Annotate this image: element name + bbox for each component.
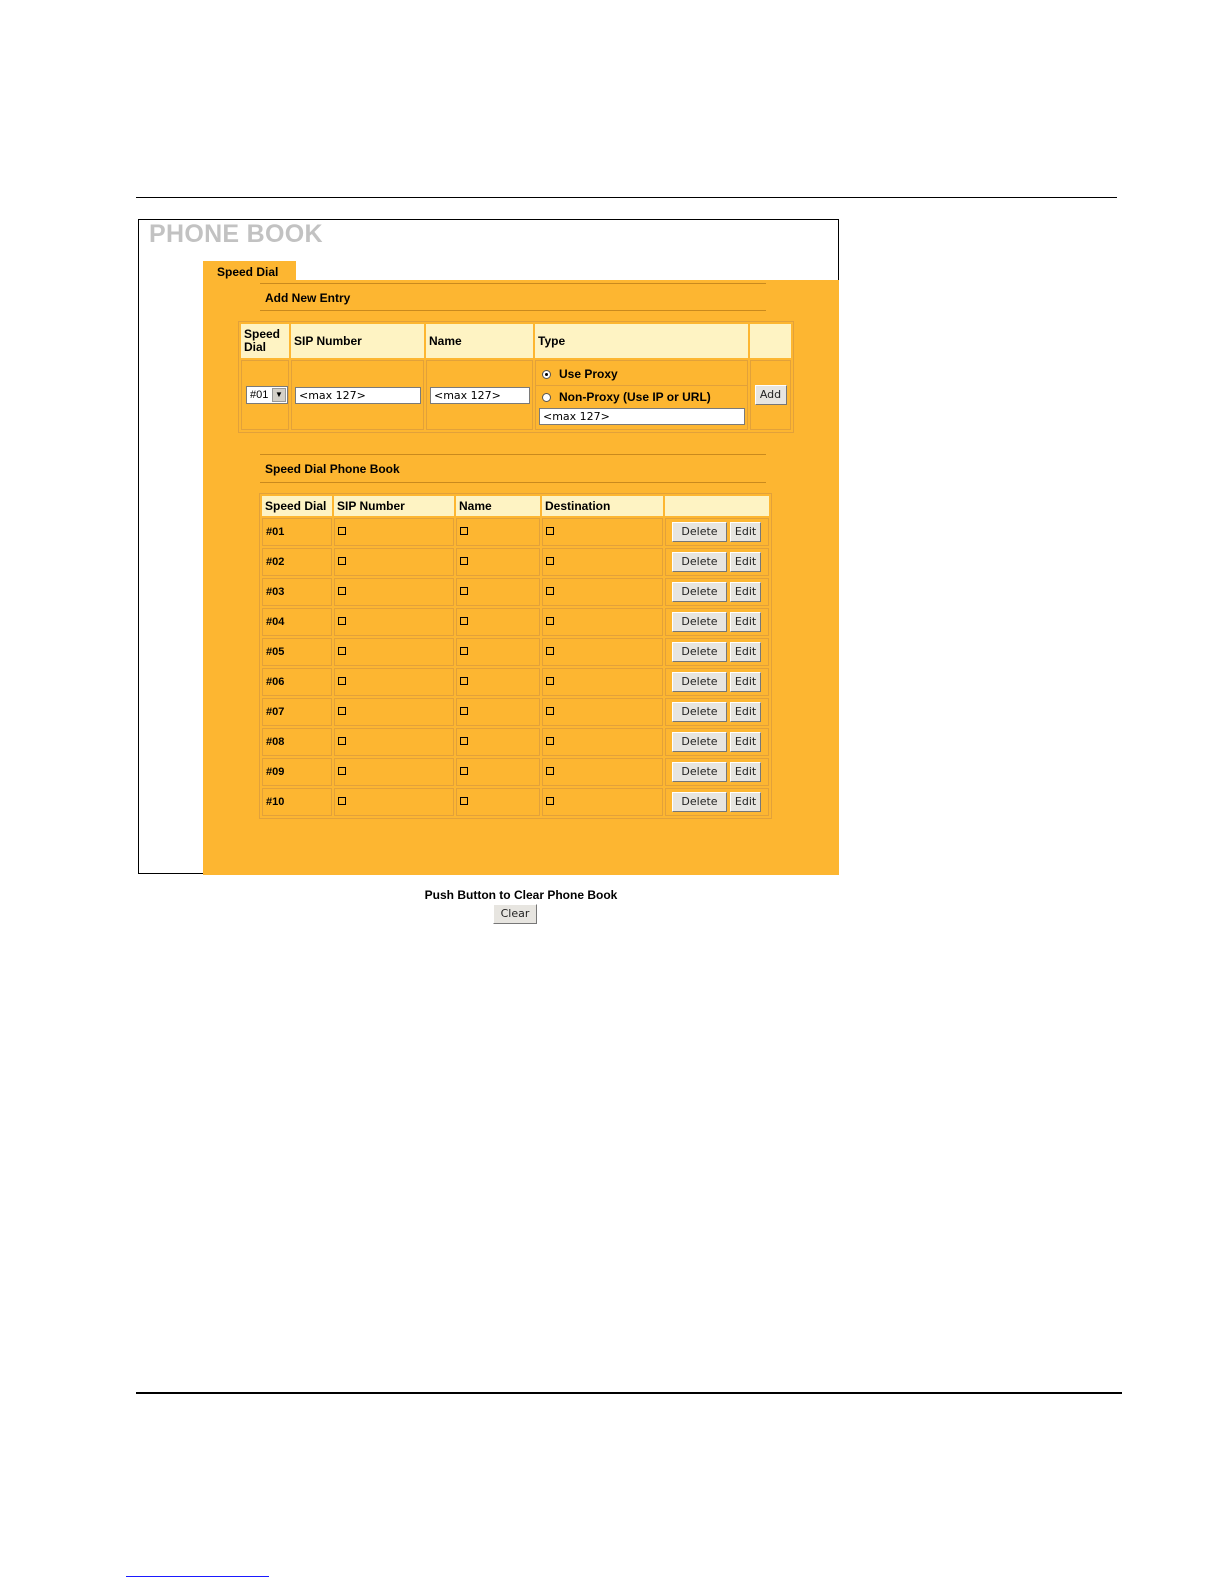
- sip-number-cell: [334, 608, 454, 636]
- delete-button[interactable]: Delete: [672, 702, 727, 722]
- add-entry-table: [238, 321, 794, 433]
- header-destination: Destination: [542, 496, 663, 516]
- name-cell: [456, 668, 540, 696]
- table-row: [262, 578, 769, 606]
- sip-number-cell: [334, 518, 454, 546]
- empty-value-icon: [546, 737, 554, 745]
- sip-number-input[interactable]: [295, 387, 421, 404]
- chevron-down-icon[interactable]: ▼: [272, 388, 286, 402]
- non-proxy-address-input[interactable]: [539, 408, 745, 425]
- destination-cell: [542, 788, 663, 816]
- actions-cell: [665, 698, 769, 726]
- add-cell: [750, 360, 791, 430]
- sip-number-cell: [291, 360, 424, 430]
- empty-value-icon: [338, 617, 346, 625]
- speed-dial-number: #05: [262, 638, 332, 666]
- destination-cell: [542, 758, 663, 786]
- speed-dial-number: #03: [262, 578, 332, 606]
- speed-dial-number: #09: [262, 758, 332, 786]
- speed-dial-panel: [203, 280, 839, 920]
- table-row: [262, 758, 769, 786]
- destination-cell: [542, 548, 663, 576]
- destination-cell: [542, 668, 663, 696]
- empty-value-icon: [460, 527, 468, 535]
- speed-dial-number: #10: [262, 788, 332, 816]
- header-type: Type: [535, 324, 748, 358]
- actions-cell: [665, 668, 769, 696]
- type-cell: [535, 360, 748, 430]
- empty-value-icon: [338, 587, 346, 595]
- divider: [260, 310, 766, 311]
- header-name: Name: [456, 496, 540, 516]
- divider: [260, 454, 766, 455]
- speed-dial-phone-book-table: [259, 493, 772, 819]
- empty-value-icon: [546, 647, 554, 655]
- clear-button[interactable]: Clear: [493, 904, 537, 924]
- header-sip-number: SIP Number: [334, 496, 454, 516]
- empty-value-icon: [460, 737, 468, 745]
- add-entry-title: Add New Entry: [265, 291, 351, 305]
- non-proxy-label: Non-Proxy (Use IP or URL): [559, 390, 711, 404]
- edit-button[interactable]: Edit: [730, 642, 761, 662]
- name-input[interactable]: [430, 387, 530, 404]
- speed-dial-cell: [241, 360, 289, 430]
- table-row: [262, 698, 769, 726]
- empty-value-icon: [338, 797, 346, 805]
- empty-value-icon: [338, 707, 346, 715]
- delete-button[interactable]: Delete: [672, 762, 727, 782]
- sip-number-cell: [334, 638, 454, 666]
- non-proxy-option[interactable]: [536, 386, 747, 408]
- edit-button[interactable]: Edit: [730, 792, 761, 812]
- empty-value-icon: [460, 797, 468, 805]
- empty-value-icon: [460, 587, 468, 595]
- header-name: Name: [426, 324, 533, 358]
- delete-button[interactable]: Delete: [672, 552, 727, 572]
- table-row: [262, 788, 769, 816]
- empty-value-icon: [338, 767, 346, 775]
- empty-value-icon: [338, 527, 346, 535]
- empty-value-icon: [338, 557, 346, 565]
- header-actions: [665, 496, 769, 516]
- edit-button[interactable]: Edit: [730, 612, 761, 632]
- speed-dial-number: #06: [262, 668, 332, 696]
- table-row: [262, 638, 769, 666]
- delete-button[interactable]: Delete: [672, 522, 727, 542]
- actions-cell: [665, 788, 769, 816]
- sip-number-cell: [334, 728, 454, 756]
- empty-value-icon: [460, 647, 468, 655]
- destination-cell: [542, 578, 663, 606]
- empty-value-icon: [546, 557, 554, 565]
- table-row: [262, 608, 769, 636]
- actions-cell: [665, 638, 769, 666]
- empty-value-icon: [338, 737, 346, 745]
- actions-cell: [665, 578, 769, 606]
- speed-dial-value: #01: [250, 389, 269, 401]
- edit-button[interactable]: Edit: [730, 672, 761, 692]
- actions-cell: [665, 518, 769, 546]
- empty-value-icon: [338, 677, 346, 685]
- empty-value-icon: [546, 527, 554, 535]
- empty-value-icon: [546, 797, 554, 805]
- speed-dial-number: #01: [262, 518, 332, 546]
- destination-cell: [542, 608, 663, 636]
- table-row: [262, 668, 769, 696]
- non-proxy-radio[interactable]: [542, 393, 551, 402]
- use-proxy-radio[interactable]: [542, 370, 551, 379]
- edit-button[interactable]: Edit: [730, 582, 761, 602]
- tab-speed-dial[interactable]: Speed Dial: [203, 261, 296, 282]
- delete-button[interactable]: Delete: [672, 612, 727, 632]
- empty-value-icon: [460, 677, 468, 685]
- speed-dial-select[interactable]: [246, 386, 288, 404]
- empty-value-icon: [546, 587, 554, 595]
- name-cell: [456, 608, 540, 636]
- name-cell: [456, 638, 540, 666]
- destination-cell: [542, 638, 663, 666]
- empty-value-icon: [546, 767, 554, 775]
- clear-instructions: Push Button to Clear Phone Book: [424, 888, 618, 902]
- name-cell: [426, 360, 533, 430]
- delete-button[interactable]: Delete: [672, 792, 727, 812]
- empty-value-icon: [460, 557, 468, 565]
- table-row: [262, 728, 769, 756]
- divider: [260, 283, 766, 284]
- sip-number-cell: [334, 788, 454, 816]
- actions-cell: [665, 608, 769, 636]
- name-cell: [456, 788, 540, 816]
- phone-book-title: Speed Dial Phone Book: [265, 462, 400, 476]
- use-proxy-label: Use Proxy: [559, 367, 618, 381]
- phone-book-screenshot: [138, 219, 839, 920]
- sip-number-cell: [334, 548, 454, 576]
- bottom-rule: [136, 1392, 1122, 1394]
- empty-value-icon: [338, 647, 346, 655]
- name-cell: [456, 728, 540, 756]
- header-sip-number: SIP Number: [291, 324, 424, 358]
- actions-cell: [665, 758, 769, 786]
- divider: [260, 482, 766, 483]
- name-cell: [456, 548, 540, 576]
- destination-cell: [542, 698, 663, 726]
- destination-cell: [542, 518, 663, 546]
- name-cell: [456, 758, 540, 786]
- empty-value-icon: [546, 707, 554, 715]
- sip-number-cell: [334, 698, 454, 726]
- delete-button[interactable]: Delete: [672, 582, 727, 602]
- page-title: PHONE BOOK: [149, 220, 323, 248]
- edit-button[interactable]: Edit: [730, 552, 761, 572]
- name-cell: [456, 518, 540, 546]
- empty-value-icon: [546, 677, 554, 685]
- speed-dial-number: #02: [262, 548, 332, 576]
- speed-dial-number: #04: [262, 608, 332, 636]
- speed-dial-number: #08: [262, 728, 332, 756]
- empty-value-icon: [546, 617, 554, 625]
- edit-button[interactable]: Edit: [730, 762, 761, 782]
- empty-value-icon: [460, 707, 468, 715]
- actions-cell: [665, 548, 769, 576]
- delete-button[interactable]: Delete: [672, 642, 727, 662]
- destination-cell: [542, 728, 663, 756]
- footer-link-underline: [126, 1576, 269, 1577]
- edit-button[interactable]: Edit: [730, 702, 761, 722]
- delete-button[interactable]: Delete: [672, 672, 727, 692]
- sip-number-cell: [334, 578, 454, 606]
- edit-button[interactable]: Edit: [730, 732, 761, 752]
- speed-dial-number: #07: [262, 698, 332, 726]
- table-row: [262, 518, 769, 546]
- header-speed-dial: Speed Dial: [262, 496, 332, 516]
- header-blank: [750, 324, 791, 358]
- use-proxy-option[interactable]: [536, 363, 747, 386]
- name-cell: [456, 578, 540, 606]
- empty-value-icon: [460, 767, 468, 775]
- name-cell: [456, 698, 540, 726]
- sip-number-cell: [334, 668, 454, 696]
- table-row: [262, 548, 769, 576]
- header-speed-dial: Speed Dial: [241, 324, 289, 358]
- sip-number-cell: [334, 758, 454, 786]
- delete-button[interactable]: Delete: [672, 732, 727, 752]
- empty-value-icon: [460, 617, 468, 625]
- add-button[interactable]: Add: [755, 385, 787, 405]
- edit-button[interactable]: Edit: [730, 522, 761, 542]
- actions-cell: [665, 728, 769, 756]
- top-rule: [136, 197, 1117, 198]
